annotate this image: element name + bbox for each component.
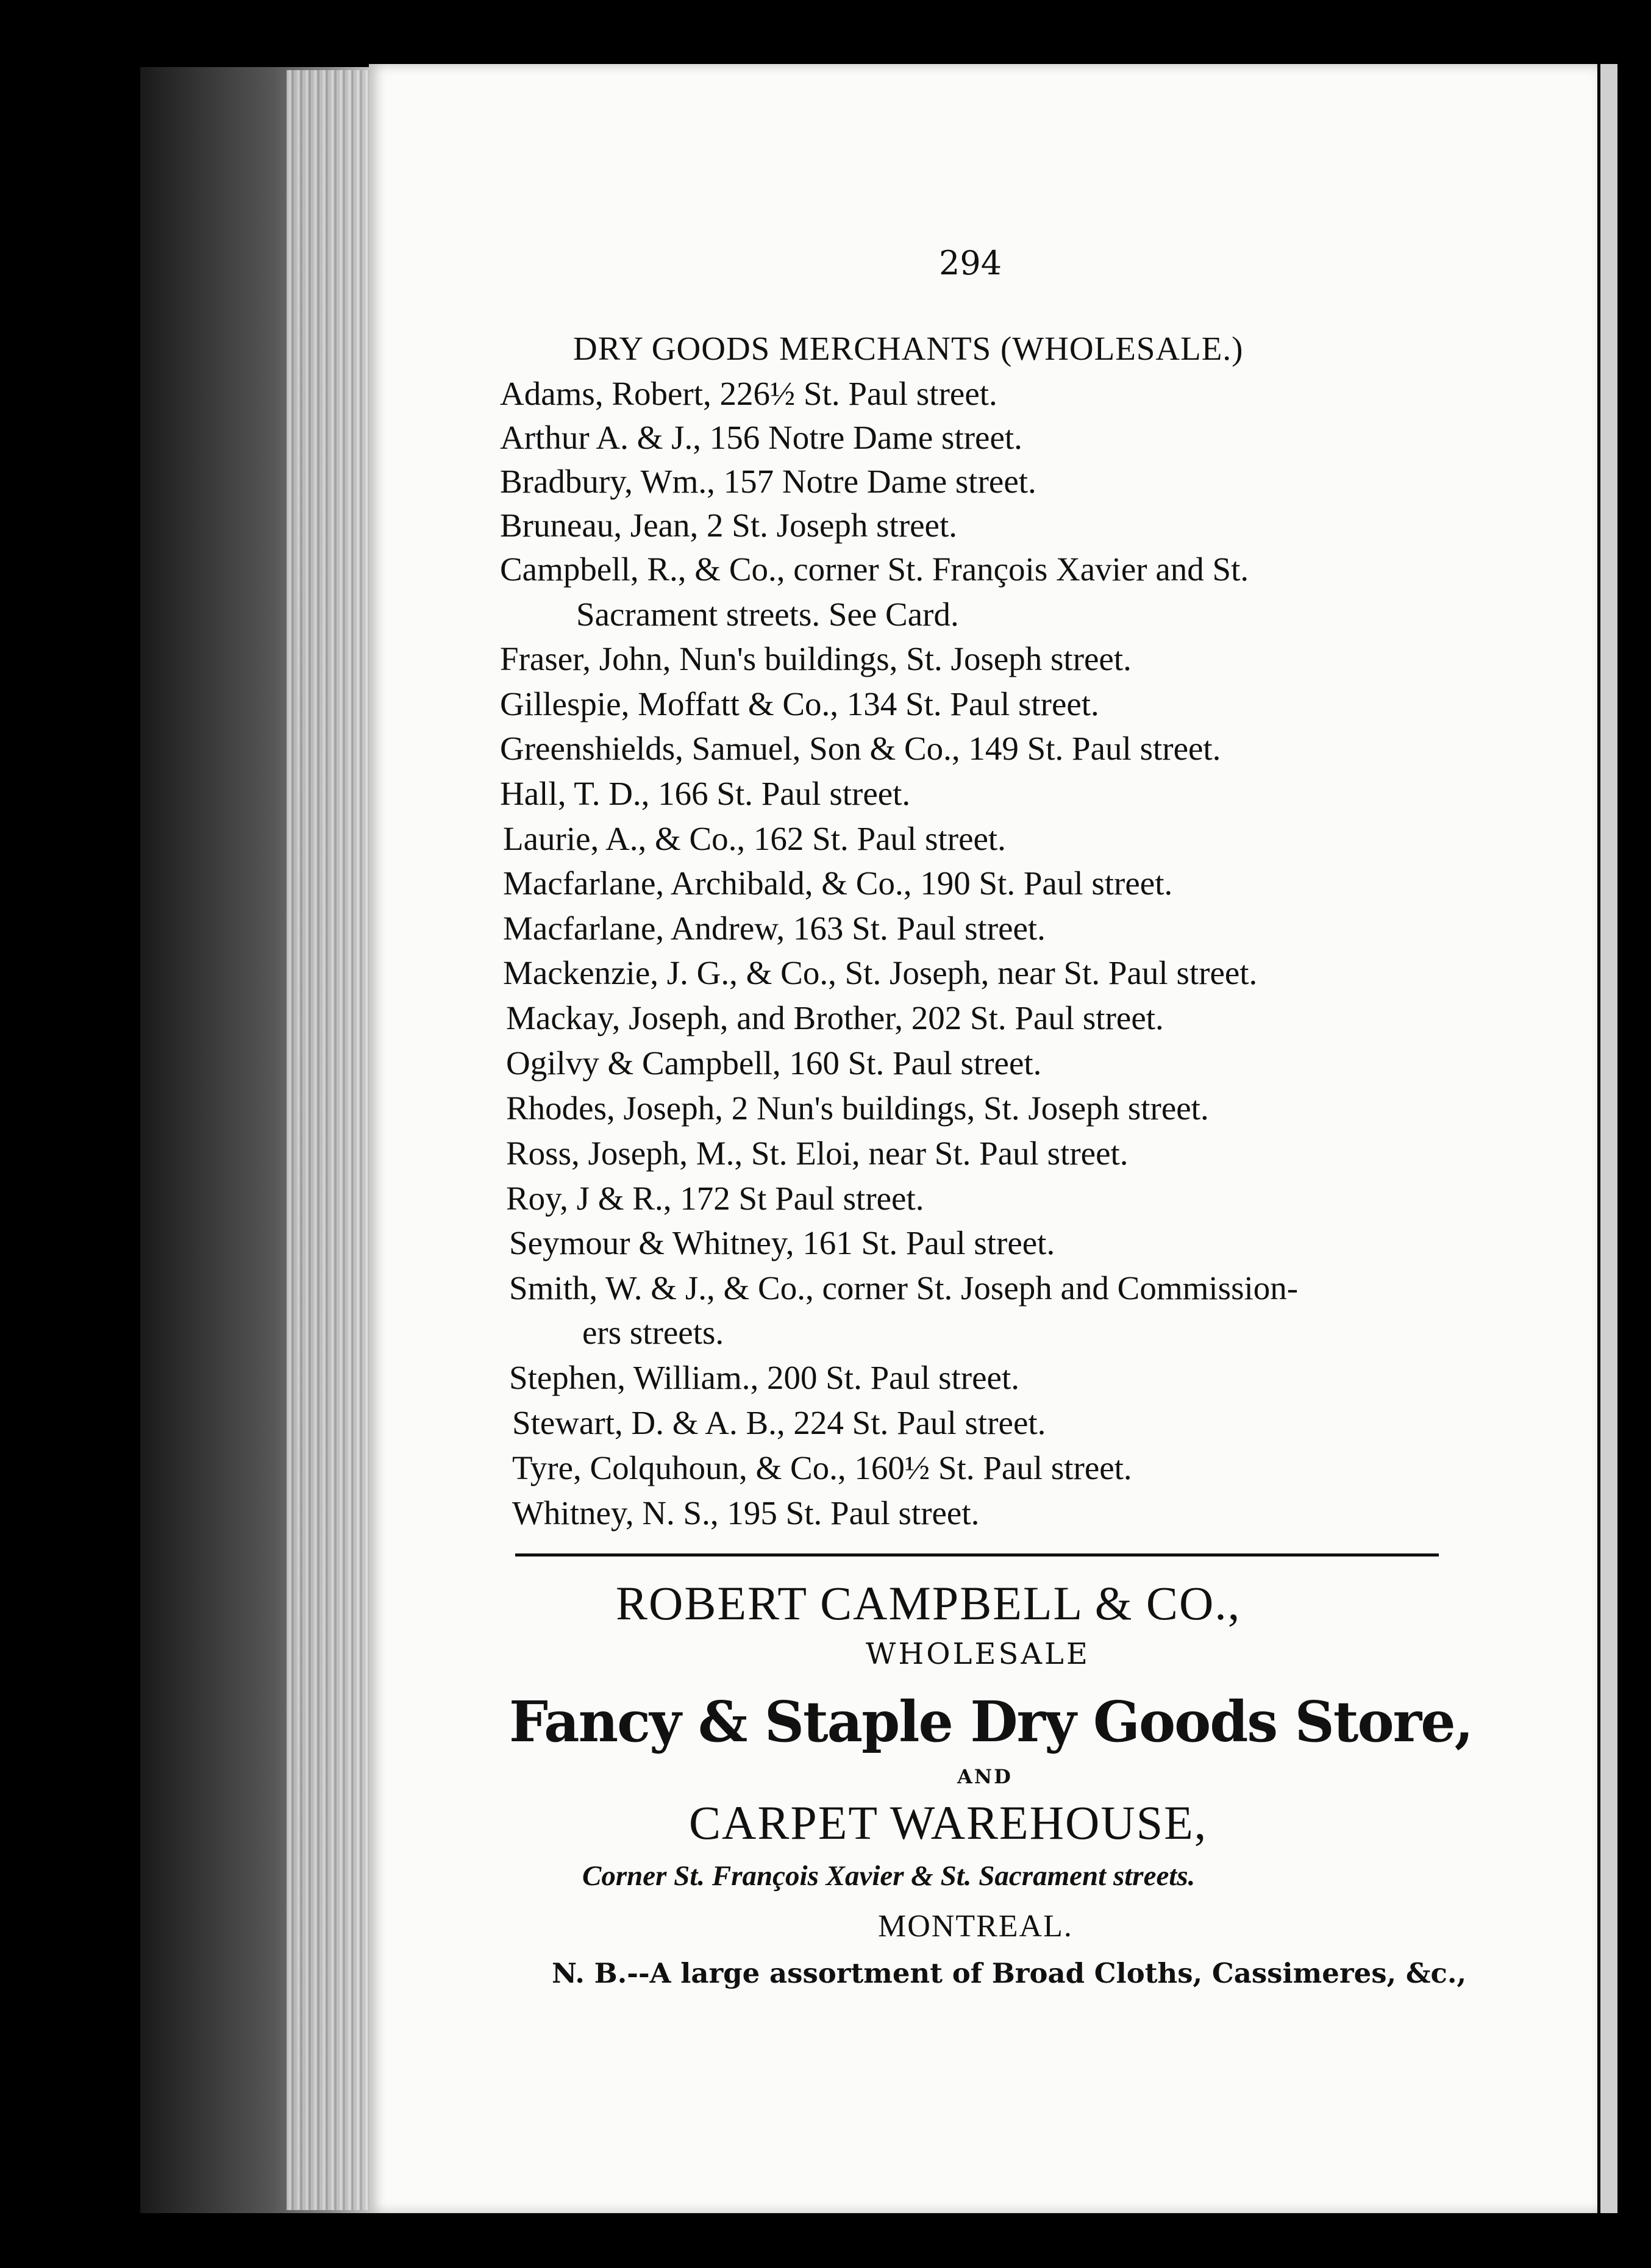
directory-entry: Laurie, A., & Co., 162 St. Paul street.: [503, 820, 1006, 857]
ad-company-name: ROBERT CAMPBELL & CO.,: [616, 1577, 1241, 1630]
directory-entry: Ross, Joseph, M., St. Eloi, near St. Paul street.: [506, 1135, 1129, 1172]
right-binding: [1600, 64, 1617, 2213]
directory-entry: Hall, T. D., 166 St. Paul street.: [500, 775, 911, 812]
directory-entry: Adams, Robert, 226½ St. Paul street.: [500, 375, 997, 412]
directory-entry: Stephen, William., 200 St. Paul street.: [509, 1359, 1019, 1396]
ad-carpet-warehouse: CARPET WAREHOUSE,: [689, 1796, 1208, 1849]
directory-entry: Greenshields, Samuel, Son & Co., 149 St. Paul street.: [500, 730, 1221, 767]
directory-entry: Macfarlane, Andrew, 163 St. Paul street.: [503, 910, 1046, 947]
directory-entry: Macfarlane, Archibald, & Co., 190 St. Paul street.: [503, 865, 1173, 902]
directory-entry: Arthur A. & J., 156 Notre Dame street.: [500, 419, 1022, 456]
section-heading: DRY GOODS MERCHANTS (WHOLESALE.): [573, 330, 1244, 367]
directory-entry: Bruneau, Jean, 2 St. Joseph street.: [500, 507, 957, 544]
directory-entry: Rhodes, Joseph, 2 Nun's buildings, St. Joseph street.: [506, 1089, 1209, 1127]
directory-entry-continuation: ers streets.: [582, 1314, 724, 1351]
directory-entry: Campbell, R., & Co., corner St. François Xavier and St.: [500, 551, 1249, 588]
directory-entry: Tyre, Colquhoun, & Co., 160½ St. Paul street.: [512, 1449, 1132, 1486]
ad-address: Corner St. François Xavier & St. Sacrament streets.: [582, 1860, 1196, 1892]
directory-entry: Fraser, John, Nun's buildings, St. Joseph street.: [500, 640, 1132, 677]
directory-entry: Stewart, D. & A. B., 224 St. Paul street.: [512, 1404, 1046, 1441]
ad-city: MONTREAL.: [878, 1909, 1073, 1944]
section-rule: [515, 1553, 1439, 1557]
directory-entry: Smith, W. & J., & Co., corner St. Joseph and Commission-: [509, 1269, 1299, 1307]
directory-entry: Whitney, N. S., 195 St. Paul street.: [512, 1494, 980, 1532]
directory-entry: Bradbury, Wm., 157 Notre Dame street.: [500, 463, 1036, 500]
ad-note: N. B.--A large assortment of Broad Cloths, Cassimeres, &c.,: [552, 1957, 1467, 1989]
directory-entry: Mackay, Joseph, and Brother, 202 St. Paul street.: [506, 999, 1164, 1036]
page-stack: [287, 70, 378, 2210]
directory-entry-continuation: Sacrament streets. See Card.: [576, 596, 959, 633]
ad-and: AND: [957, 1765, 1013, 1788]
directory-entry: Roy, J & R., 172 St Paul street.: [506, 1180, 924, 1217]
ad-headline: Fancy & Staple Dry Goods Store,: [509, 1689, 1473, 1755]
ad-wholesale: WHOLESALE: [866, 1637, 1090, 1671]
directory-entry: Ogilvy & Campbell, 160 St. Paul street.: [506, 1044, 1042, 1082]
directory-entry: Seymour & Whitney, 161 St. Paul street.: [509, 1224, 1055, 1261]
directory-entry: Gillespie, Moffatt & Co., 134 St. Paul street.: [500, 685, 1099, 722]
directory-entry: Mackenzie, J. G., & Co., St. Joseph, near St. Paul street.: [503, 954, 1258, 991]
page-number: 294: [939, 244, 1002, 282]
